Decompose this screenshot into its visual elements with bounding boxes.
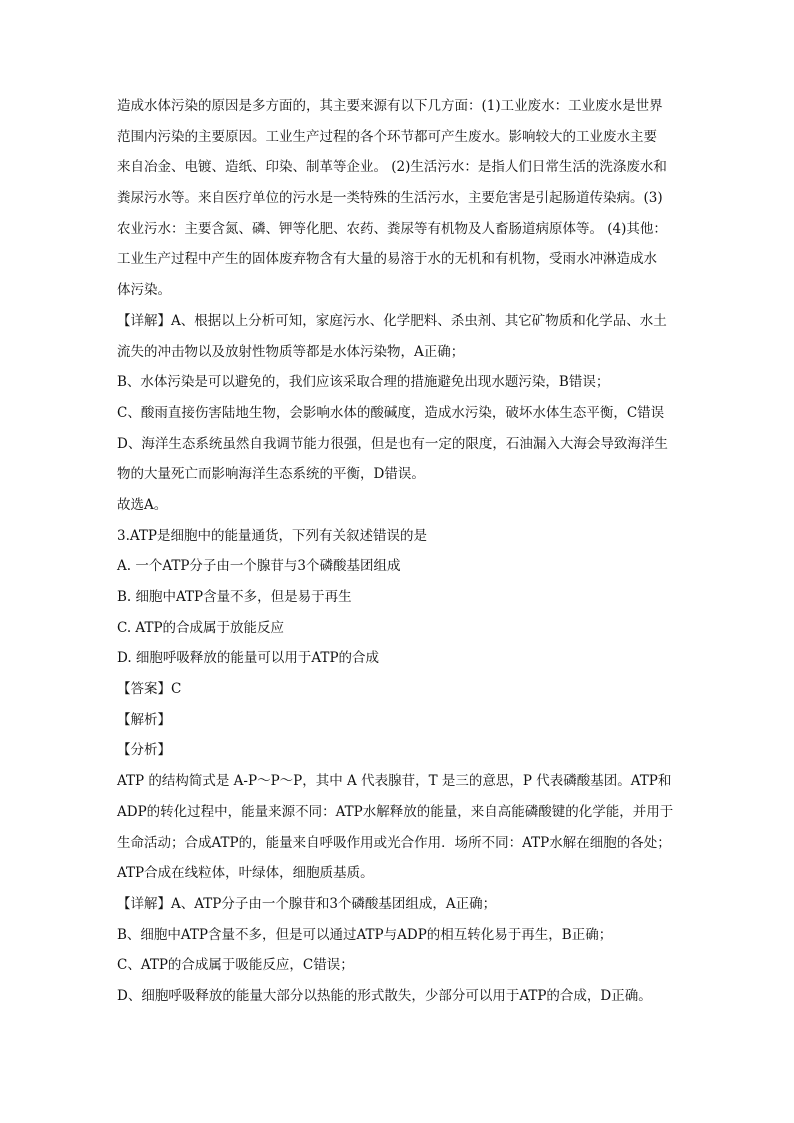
text-line: 农业污水：主要含氮、磷、钾等化肥、农药、粪尿等有机物及人畜肠道病原体等。 (4)其他： [117, 220, 667, 237]
text-line: 生命活动；合成ATP的，能量来自呼吸作用或光合作用．场所不同：ATP水解在细胞的各处； [117, 834, 671, 851]
breakdown-heading: 【分析】 [117, 742, 171, 759]
question-3-option-d: D. 细胞呼吸释放的能量可以用于ATP的合成 [117, 650, 380, 667]
text-line: 体污染。 [117, 282, 171, 299]
option-b-analysis: B、水体污染是可以避免的，我们应该采取合理的措施避免出现水题污染，B错误； [117, 374, 610, 391]
text-line: 粪尿污水等。来自医疗单位的污水是一类特殊的生活污水，主要危害是引起肠道传染病。(3) [117, 190, 663, 207]
option-d-analysis: D、海洋生态系统虽然自我调节能力很强，但是也有一定的限度，石油漏入大海会导致海洋生 [117, 435, 668, 452]
option-c-analysis: C、ATP的合成属于吸能反应，C错误； [117, 957, 354, 974]
text-line: 范围内污染的主要原因。工业生产过程的各个环节都可产生废水。影响较大的工业废水主要 [117, 128, 657, 145]
analysis-heading: 【解析】 [117, 711, 171, 728]
option-d-analysis: D、细胞呼吸释放的能量大部分以热能的形式散失，少部分可以用于ATP的合成，D正确。 [117, 987, 652, 1004]
text-line: 来自冶金、电镀、造纸、印染、制革等企业。 (2)生活污水：是指人们日常生活的洗涤废水和 [117, 159, 667, 176]
detail-heading-line: 【详解】A、ATP分子由一个腺苷和3个磷酸基团组成，A正确； [117, 895, 497, 912]
text-line: ATP合成在线粒体，叶绿体，细胞质基质。 [117, 865, 374, 882]
question-3-option-a: A. 一个ATP分子由一个腺苷与3个磷酸基团组成 [117, 558, 401, 575]
text-line: ATP 的结构简式是 A-P～P～P，其中 A 代表腺苷，T 是三的意思，P 代表磷酸基团。ATP和 [117, 773, 672, 790]
answer-line: 【答案】C [117, 681, 182, 698]
option-c-analysis: C、酸雨直接伤害陆地生物，会影响水体的酸碱度，造成水污染，破坏水体生态平衡，C错误 [117, 404, 665, 421]
text-line: 流失的冲击物以及放射性物质等都是水体污染物，A正确； [117, 343, 465, 360]
question-3-option-c: C. ATP的合成属于放能反应 [117, 619, 285, 636]
conclusion-line: 故选A。 [117, 496, 168, 513]
detail-heading-line: 【详解】A、根据以上分析可知，家庭污水、化学肥料、杀虫剂、其它矿物质和化学品、水土 [117, 312, 667, 329]
text-line: 工业生产过程中产生的固体废弃物含有大量的易溶于水的无机和有机物，受雨水冲淋造成水 [117, 251, 657, 268]
document-body [117, 98, 683, 1019]
option-b-analysis: B、细胞中ATP含量不多，但是可以通过ATP与ADP的相互转化易于再生，B正确； [117, 926, 613, 943]
question-3-option-b: B. 细胞中ATP含量不多，但是易于再生 [117, 589, 352, 605]
question-3-stem: 3.ATP是细胞中的能量通货，下列有关叙述错误的是 [117, 527, 427, 544]
text-line: 物的大量死亡而影响海洋生态系统的平衡，D错误。 [117, 466, 425, 483]
text-line: 造成水体污染的原因是多方面的，其主要来源有以下几方面：(1)工业废水：工业废水是世界 [117, 98, 663, 114]
text-line: ADP的转化过程中，能量来源不同：ATP水解释放的能量，来自高能磷酸键的化学能，并用于 [117, 803, 674, 820]
